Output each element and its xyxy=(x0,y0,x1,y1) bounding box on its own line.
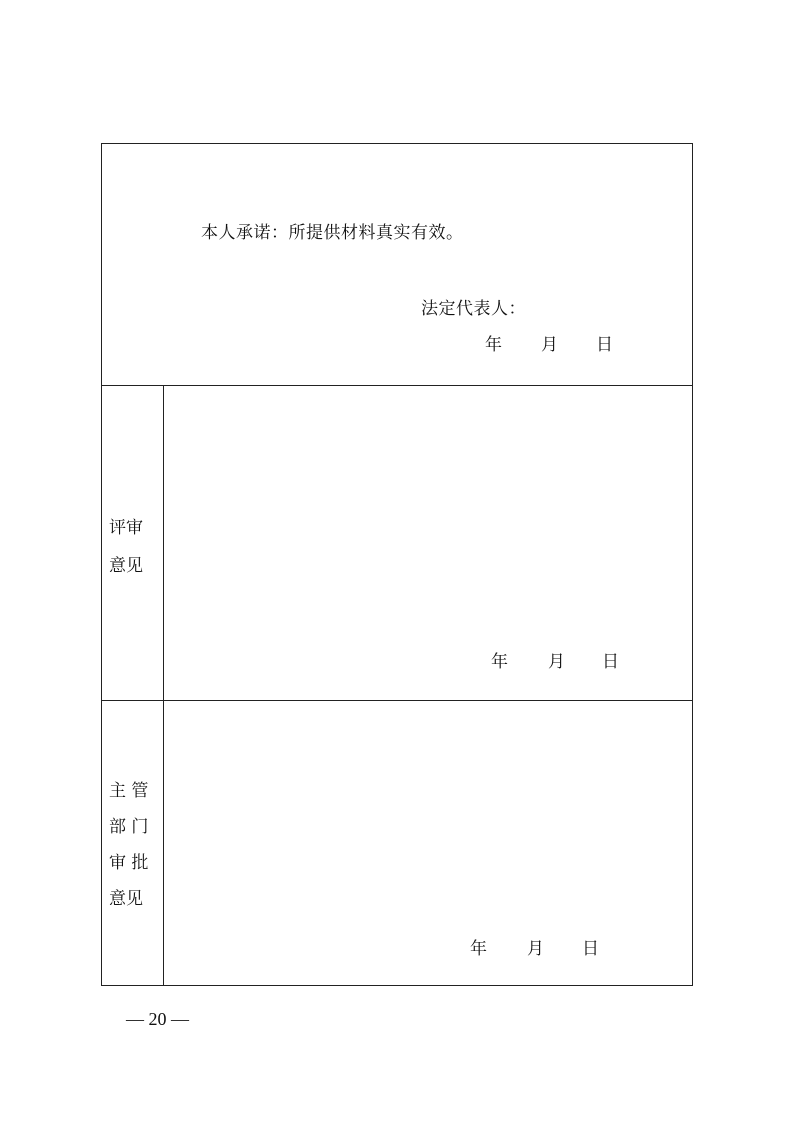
review-date-year: 年 xyxy=(491,652,508,672)
department-approval-label-cell xyxy=(102,701,164,986)
department-approval-content-cell[interactable] xyxy=(164,701,692,986)
commitment-date-year: 年 xyxy=(485,335,502,355)
department-approval-label-line-1: 主 管 xyxy=(109,781,149,801)
review-opinion-label-cell xyxy=(102,386,164,700)
department-approval-section xyxy=(102,701,692,986)
review-opinion-label-line-1: 评审 xyxy=(109,518,143,538)
commitment-statement: 本人承诺：所提供材料真实有效。 xyxy=(201,223,464,243)
commitment-date-month: 月 xyxy=(541,335,558,355)
approval-date-year: 年 xyxy=(470,939,487,959)
department-approval-label-line-2: 部 门 xyxy=(109,817,149,837)
approval-date-month: 月 xyxy=(527,939,544,959)
review-opinion-content-cell[interactable] xyxy=(164,386,692,700)
review-date-day: 日 xyxy=(602,652,619,672)
legal-representative-label: 法定代表人： xyxy=(421,299,526,319)
form-table xyxy=(101,143,693,986)
department-approval-label-line-3: 审 批 xyxy=(109,853,149,873)
review-opinion-label-line-2: 意见 xyxy=(109,556,143,576)
department-approval-label-line-4: 意见 xyxy=(109,889,143,909)
commitment-section xyxy=(102,144,692,386)
review-date-month: 月 xyxy=(548,652,565,672)
commitment-date-day: 日 xyxy=(596,335,613,355)
page-number: — 20 — xyxy=(126,1009,189,1029)
approval-date-day: 日 xyxy=(582,939,599,959)
review-opinion-section xyxy=(102,386,692,701)
